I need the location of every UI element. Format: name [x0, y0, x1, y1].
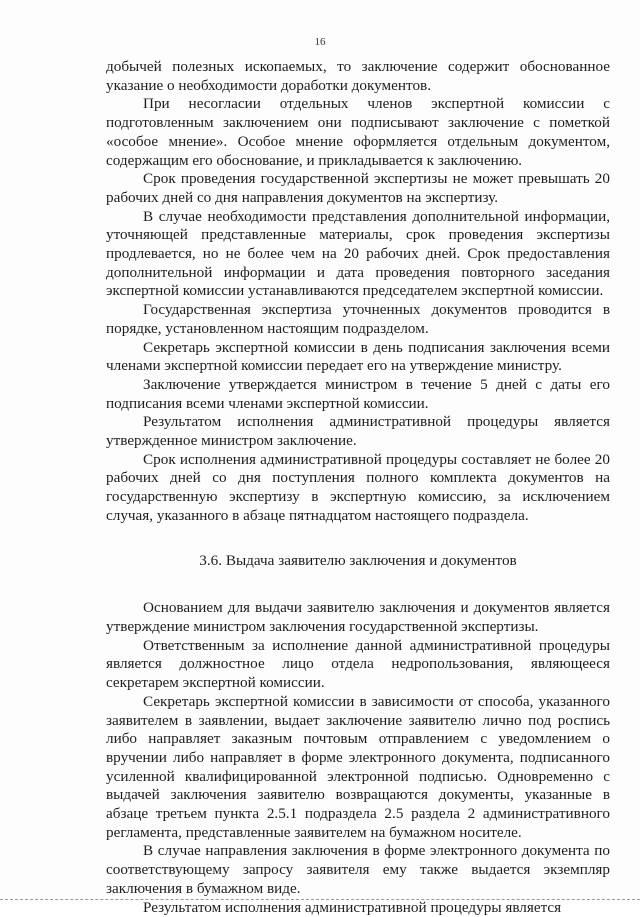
paragraph: Заключение утверждается министром в течение 5 дней с даты его подписания всеми членами экспертной комиссии. — [106, 375, 610, 412]
page-bottom-edge — [0, 899, 640, 901]
paragraph: Результатом исполнения административной процедуры является утвержденное министром заключение. — [106, 413, 610, 450]
paragraph: При несогласии отдельных членов экспертной комиссии с подготовленным заключением они подписывают заключение с пометкой «особое мнение». Особое мнение оформляется отдельным документом, содержащим его обоснование, и прикладывается к заключению. — [106, 95, 610, 169]
page-content — [106, 58, 610, 917]
paragraph: Срок исполнения административной процедуры составляет не более 20 рабочих дней со дня поступления полного комплекта документов на государственную экспертизу в экспертную комиссию, за исключением случая, указанного в абзаце пятнадцатом настоящего подраздела. — [106, 450, 610, 524]
paragraph: Ответственным за исполнение данной административной процедуры является должностное лицо отдела недропользования, являющееся секретарем экспертной комиссии. — [106, 636, 610, 692]
page-number: 16 — [314, 36, 326, 48]
paragraph: добычей полезных ископаемых, то заключение содержит обоснованное указание о необходимости доработки документов. — [106, 58, 610, 94]
paragraph: В случае направления заключения в форме электронного документа по соответствующему запросу заявителя ему также выдается экземпляр заключения в бумажном виде. — [106, 842, 610, 897]
paragraph: Государственная экспертиза уточненных документов проводится в порядке, установленном настоящим подразделом. — [106, 301, 610, 337]
paragraph: Секретарь экспертной комиссии в день подписания заключения всеми членами экспертной комиссии передает его на утверждение министру. — [106, 338, 610, 375]
paragraph: Результатом исполнения административной процедуры является — [143, 898, 562, 916]
paragraph: Основанием для выдачи заявителю заключения и документов является утверждение министром заключения государственной экспертизы. — [106, 599, 610, 635]
paragraph: Срок проведения государственной экспертизы не может превышать 20 рабочих дней со дня направления документов на экспертизу. — [106, 170, 610, 206]
paragraph: Секретарь экспертной комиссии в зависимости от способа, указанного заявителем в заявлении, выдает заключение заявителю лично под роспись либо направляет заказным почтовым отправлением с уведомлением о вручении либо направляет в форме электронного документа, подписанного усиленной квалифицированной электронной подписью. Одновременно с выдачей заключения заявителю возвращаются документы, указанные в абзаце третьем пункта 2.5.1 подраздела 2.5 раздела 2 административного регламента, представленные заявителем на бумажном носителе. — [106, 692, 610, 841]
paragraph: В случае необходимости представления дополнительной информации, уточняющей представленные материалы, срок проведения экспертизы продлевается, но не более чем на 20 рабочих дней. Срок предоставления дополнительной информации и дата проведения повторного заседания экспертной комиссии устанавливаются председателем экспертной комиссии. — [106, 207, 610, 300]
section-heading: 3.6. Выдача заявителю заключения и документов — [199, 551, 517, 569]
